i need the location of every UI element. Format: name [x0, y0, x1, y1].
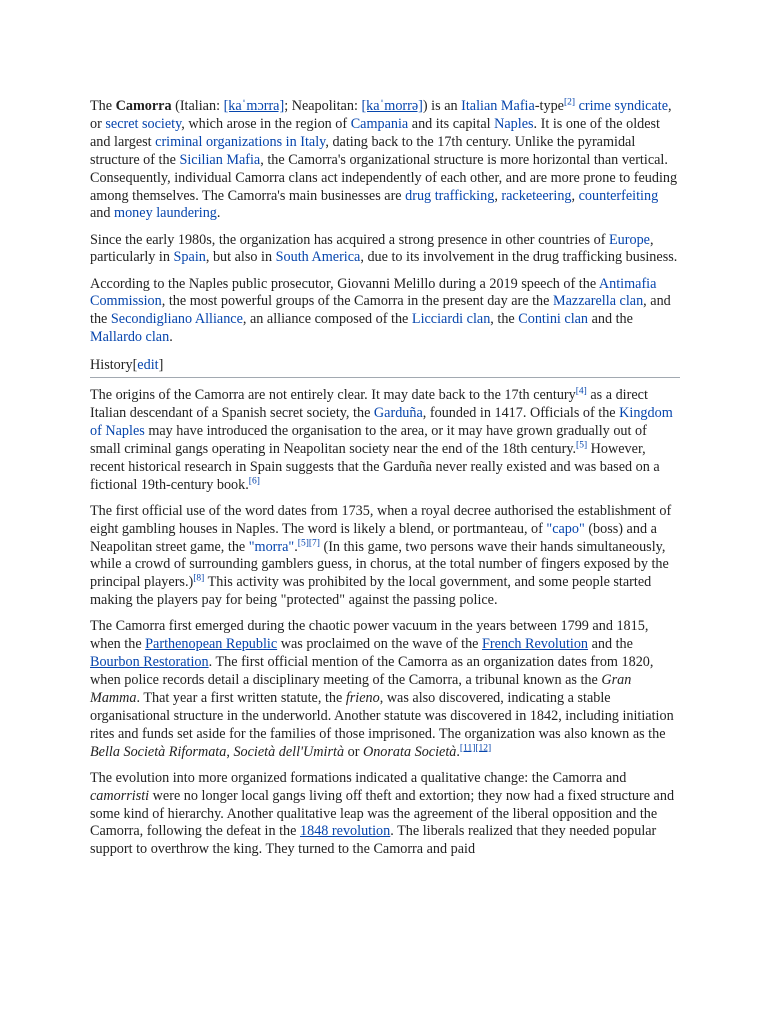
link-contini-clan[interactable]: Contini clan: [518, 311, 589, 328]
citation-4[interactable]: [4]: [575, 386, 587, 397]
link-licciardi-clan[interactable]: Licciardi clan: [411, 311, 491, 328]
link-capo[interactable]: "capo": [546, 520, 585, 537]
link-1848-revolution[interactable]: 1848 revolution: [300, 823, 391, 840]
text: , the Camorra's organizational structure is more horizontal than vertical. Consequently, individual Camorra clans act independently of each other, and are more prone to feuding among themselves. The Camorra's main businesses are: [90, 151, 678, 204]
section-title: History: [90, 357, 133, 374]
link-racketeering[interactable]: racketeering: [501, 187, 572, 204]
text: . That year a first written statute, the: [136, 689, 346, 706]
link-kingdom-of-naples[interactable]: Kingdom of Naples: [90, 404, 673, 439]
term-frieno: frieno: [345, 689, 380, 706]
text: This activity was prohibited by the local government, and some people started making the players pay for being "protected" against the passing police.: [90, 574, 652, 609]
term-societa-umirta: Società dell'Umirtà: [233, 743, 345, 760]
link-europe[interactable]: Europe: [609, 231, 650, 248]
link-bourbon-restoration[interactable]: Bourbon Restoration: [90, 654, 209, 671]
link-garduna[interactable]: Garduña: [373, 404, 423, 421]
history-paragraph-4: [90, 770, 680, 860]
link-parthenopean-republic[interactable]: Parthenopean Republic: [145, 636, 278, 653]
intro-paragraph-3: [90, 276, 680, 348]
text: , which arose in the region of: [181, 115, 351, 132]
text: ,: [494, 187, 502, 204]
text: . The liberals realized that they needed popular support to overthrow the king. They turned to the Camorra and paid: [90, 823, 657, 858]
text: ) is an: [422, 98, 462, 114]
text: Since the early 1980s, the organization has acquired a strong presence in other countries of: [90, 231, 609, 248]
text: may have introduced the organisation to the area, or it may have grown gradually out of small criminal gangs operating in Neapolitan society near the end of the 18th century.: [90, 422, 647, 457]
section-heading-history: [90, 357, 680, 378]
intro-paragraph-2: [90, 232, 680, 268]
ipa-neapolitan-link[interactable]: [kaˈmorrə]: [361, 98, 423, 114]
intro-paragraph-1: [90, 98, 680, 223]
edit-bracket: ]: [158, 357, 164, 374]
text: The evolution into more organized formations indicated a qualitative change: the Camorra and: [90, 769, 627, 786]
text: , and the: [90, 293, 671, 328]
link-secondigliano-alliance[interactable]: Secondigliano Alliance: [110, 311, 243, 328]
citation-8[interactable]: [8]: [193, 573, 205, 584]
link-spain[interactable]: Spain: [173, 249, 206, 266]
text: , was also discovered, indicating a stable organisational structure in the underworld. Another statute was discovered in 1842, including initiation rites and funds set aside for the families of those imprisoned. The organization was also known as the: [90, 689, 674, 742]
text: . The first official mention of the Camorra as an organization dates from 1820, when police records detail a disciplinary meeting of the Camorra, a tribunal known as the: [90, 654, 654, 689]
link-mazzarella-clan[interactable]: Mazzarella clan: [552, 293, 644, 310]
link-south-america[interactable]: South America: [275, 249, 361, 266]
article-body: [90, 98, 680, 867]
citation-6[interactable]: [6]: [248, 475, 260, 486]
text: and its capital: [408, 115, 495, 132]
text: The first official use of the word dates from 1735, when a royal decree authorised the establishment of eight gambling houses in Naples. The word is likely a blend, or portmanteau, of: [90, 502, 672, 537]
text: The Camorra first emerged during the chaotic power vacuum in the years between 1799 and 1815, when the: [90, 618, 649, 653]
term-gran-mamma: Gran Mamma: [90, 672, 632, 706]
link-antimafia-commission[interactable]: Antimafia Commission: [90, 275, 657, 310]
edit-bracket: [: [132, 357, 138, 374]
text: ; Neapolitan:: [284, 98, 362, 114]
text: (boss) and a Neapolitan street game, the: [90, 520, 657, 555]
text: .: [169, 329, 173, 346]
term-camorristi: camorristi: [90, 787, 150, 804]
text: ,: [226, 743, 234, 760]
history-paragraph-1: [90, 387, 680, 494]
text: .: [216, 205, 221, 222]
term-onorata-societa: Onorata Società: [362, 743, 457, 760]
citation-2[interactable]: [2]: [563, 97, 576, 108]
link-money-laundering[interactable]: money laundering: [114, 205, 217, 222]
ipa-italian-link[interactable]: [kaˈmɔrra]: [223, 98, 285, 114]
citation-5-7[interactable]: [5][7]: [297, 537, 320, 548]
link-italian-mafia[interactable]: Italian Mafia: [461, 98, 535, 114]
text: was proclaimed on the wave of the: [277, 636, 483, 653]
text: , the most powerful groups of the Camorra in the present day are the: [161, 293, 553, 310]
link-morra[interactable]: "morra": [248, 538, 295, 555]
text: -type: [534, 98, 564, 114]
text: , particularly in: [90, 231, 654, 266]
text: or: [344, 743, 363, 760]
text: , founded in 1417. Officials of the: [422, 404, 620, 421]
text: The origins of the Camorra are not entirely clear. It may date back to the 17th century: [90, 387, 576, 404]
link-counterfeiting[interactable]: counterfeiting: [578, 187, 659, 204]
article-subject: Camorra: [115, 98, 172, 114]
text: , dating back to the 17th century. Unlike the pyramidal structure of the: [90, 133, 636, 168]
link-french-revolution[interactable]: French Revolution: [482, 636, 589, 653]
link-criminal-organizations[interactable]: criminal organizations in Italy: [155, 133, 326, 150]
text: (Italian:: [171, 98, 224, 114]
text: were no longer local gangs living off theft and extortion; they now had a fixed structure and some kind of hierarchy. Another qualitative leap was the agreement of the liberal opposition and the Camorra, following the defeat in the: [90, 787, 675, 840]
history-paragraph-2: [90, 503, 680, 610]
link-sicilian-mafia[interactable]: Sicilian Mafia: [179, 151, 261, 168]
text: , but also in: [205, 249, 276, 266]
link-crime-syndicate[interactable]: crime syndicate: [578, 98, 669, 114]
edit-section-link[interactable]: edit: [137, 357, 159, 374]
text: According to the Naples public prosecutor, Giovanni Melillo during a 2019 speech of the: [90, 275, 599, 292]
link-secret-society[interactable]: secret society: [105, 115, 182, 132]
link-campania[interactable]: Campania: [350, 115, 409, 132]
text: .: [294, 538, 298, 555]
text: and the: [588, 311, 633, 328]
text: as a direct Italian descendant of a Spanish secret society, the: [90, 387, 648, 421]
text: , an alliance composed of the: [242, 311, 412, 328]
text: and the: [588, 636, 633, 653]
text: .: [456, 743, 460, 760]
link-naples[interactable]: Naples: [494, 115, 534, 132]
citation-11-12[interactable]: [11][12]: [459, 742, 492, 753]
text: , due to its involvement in the drug trafficking business.: [360, 249, 678, 266]
text: (In this game, two persons wave their hands simultaneously, while a crowd of surrounding gamblers guess, in chorus, at the total number of fingers exposed by the principal players.): [90, 538, 669, 591]
text: The: [90, 98, 116, 114]
text: . It is one of the oldest and largest: [90, 115, 660, 150]
term-bella-societa: Bella Società Riformata: [90, 743, 227, 760]
text: , the: [490, 311, 519, 328]
citation-5[interactable]: [5]: [576, 440, 588, 451]
text: and: [90, 205, 115, 222]
link-drug-trafficking[interactable]: drug trafficking: [405, 187, 495, 204]
link-mallardo-clan[interactable]: Mallardo clan: [90, 329, 170, 346]
text: , or: [90, 98, 672, 132]
text: However, recent historical research in Spain suggests that the Garduña never really existed and was based on a fictional 19th-century book.: [90, 440, 660, 493]
history-paragraph-3: [90, 618, 680, 761]
text: ,: [571, 187, 579, 204]
